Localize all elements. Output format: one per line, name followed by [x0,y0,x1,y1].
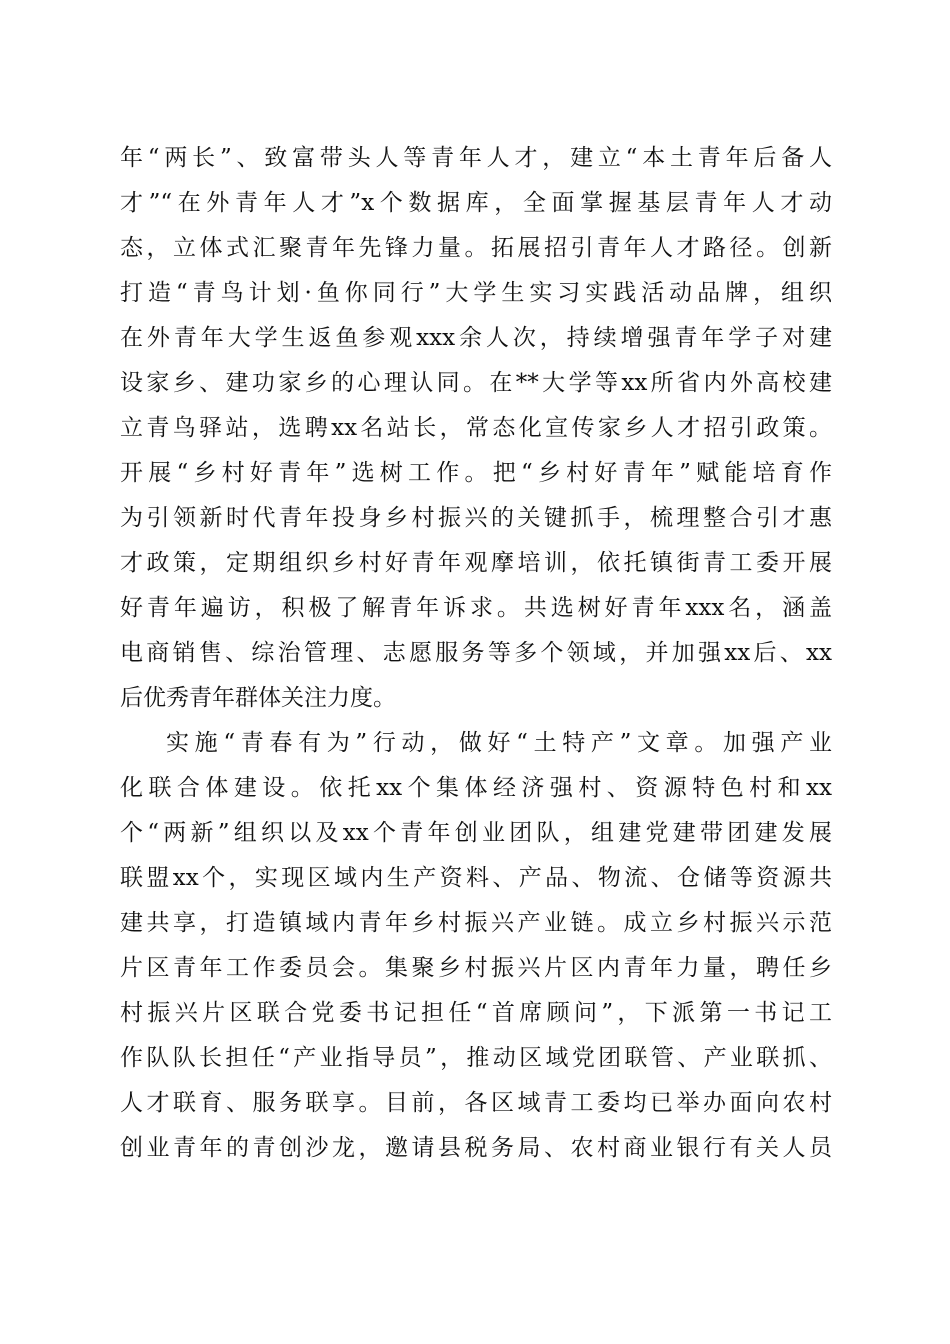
document-body [120,136,832,1171]
text-line: 态，立体式汇聚青年先锋力量。拓展招引青年人才路径。创新 [120,235,832,261]
text-line: 打造“青鸟计划·鱼你同行”大学生实习实践活动品牌，组织 [120,280,832,306]
text-line: 后优秀青年群体关注力度。 [120,685,396,711]
text-line: 化联合体建设。依托xx个集体经济强村、资源特色村和xx [120,775,832,801]
text-line: 建共享，打造镇域内青年乡村振兴产业链。成立乡村振兴示范 [120,910,832,936]
paragraph-2 [120,721,832,1171]
text-line: 实施“青春有为”行动，做好“土特产”文章。加强产业 [166,730,832,756]
text-line: 为引领新时代青年投身乡村振兴的关键抓手，梳理整合引才惠 [120,505,832,531]
text-line: 个“两新”组织以及xx个青年创业团队，组建党建带团建发展 [120,820,832,846]
text-line: 片区青年工作委员会。集聚乡村振兴片区内青年力量，聘任乡 [120,955,832,981]
text-line: 在外青年大学生返鱼参观xxx余人次，持续增强青年学子对建 [120,325,832,351]
text-line: 开展“乡村好青年”选树工作。把“乡村好青年”赋能培育作 [120,460,832,486]
text-line: 作队队长担任“产业指导员”，推动区域党团联管、产业联抓、 [120,1045,832,1071]
text-line: 才政策，定期组织乡村好青年观摩培训，依托镇街青工委开展 [120,550,832,576]
text-line: 村振兴片区联合党委书记担任“首席顾问”，下派第一书记工 [120,1000,832,1026]
text-line: 设家乡、建功家乡的心理认同。在**大学等xx所省内外高校建 [120,370,832,396]
paragraph-1 [120,136,832,721]
text-line: 联盟xx个，实现区域内生产资料、产品、物流、仓储等资源共 [120,865,832,891]
text-line: 立青鸟驿站，选聘xx名站长，常态化宣传家乡人才招引政策。 [120,415,832,441]
text-line: 才”“在外青年人才”x个数据库，全面掌握基层青年人才动 [120,190,832,216]
text-line: 人才联育、服务联享。目前，各区域青工委均已举办面向农村 [120,1090,832,1116]
text-line: 年“两长”、致富带头人等青年人才，建立“本土青年后备人 [120,145,832,171]
text-line: 创业青年的青创沙龙，邀请县税务局、农村商业银行有关人员 [120,1135,832,1161]
text-line: 好青年遍访，积极了解青年诉求。共选树好青年xxx名，涵盖 [120,595,832,621]
text-line: 电商销售、综治管理、志愿服务等多个领域，并加强xx后、xx [120,640,832,666]
